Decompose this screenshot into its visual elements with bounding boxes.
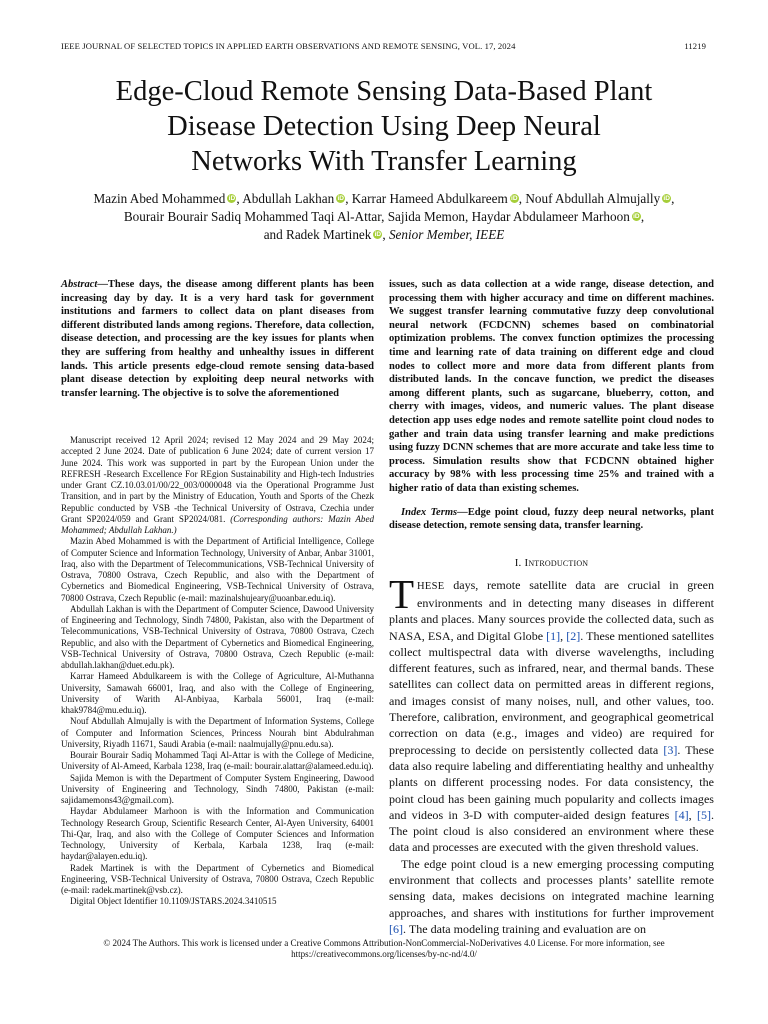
orcid-icon[interactable]: iD	[337, 195, 344, 202]
index-terms-text: Edge point cloud, fuzzy deep neural networks, plant disease detection, remote sensing data, transfer learning.	[389, 506, 715, 532]
right-column	[389, 278, 714, 937]
author-name: Sajida Memon	[387, 209, 466, 224]
abstract-text-left: These days, the disease among different plants has been increasing day by day. It is a very hard task for government institutions and farmers to collect data on plant diseases from different distributed lands among regions. Therefore, data collection, disease detection, and processing are the key issues for plants when they are suffering from healthy and unhealthy issues in different lands. This article presents edge-cloud remote sensing data-based plant disease detection by exploiting deep neural networks with transfer learning. The objective is to solve the aforementioned	[61, 279, 374, 399]
page-number: 11219	[684, 41, 706, 51]
license-notice	[40, 938, 728, 961]
author-separator: ,	[640, 209, 645, 224]
author-separator: ,	[236, 191, 243, 206]
author-separator: ,	[518, 191, 526, 206]
license-text: © 2024 The Authors. This work is licensed under a Creative Commons Attribution-NonCommercial-NoDerivatives 4.0 License. For more information, see	[103, 938, 665, 948]
section-number: I.	[514, 556, 525, 569]
intro-paragraph-2	[389, 856, 714, 937]
orcid-icon[interactable]: iD	[374, 231, 382, 238]
footnote-affiliation: Mazin Abed Mohammed is with the Department of Artificial Intelligence, College of Computer Science and Information Technology, University of Anbar, Anbar 31001, Iraq, also with the Department of Telecommunications, VSB-Technical University of Ostrava, 70800 Ostrava, Czech Republic, and also with the Department of Cybernetics and Biomedical Engineering, VSB-Technical University of Ostrava, 70800 Ostrava, Czech Republic (e-mail: mazinalshujeary@uoanbar.edu.iq).	[61, 536, 374, 603]
paragraph-text: . These data also require labeling and differentiating healthy and unhealthy plants on different processing nodes. For data consistency, the point cloud has been gaining much popularity and collects images and videos in 3-D with computer-aided design features	[389, 742, 715, 822]
orcid-icon[interactable]: iD	[511, 195, 518, 202]
footnote-corresponding: (Corresponding authors: Mazin Abed Mohammed; Abdullah Lakhan.)	[61, 513, 374, 535]
author-line-1	[60, 190, 708, 208]
author-separator: ,	[671, 191, 675, 206]
left-column	[61, 278, 374, 400]
lead-word: HESE	[417, 580, 445, 592]
intro-paragraph-1	[389, 570, 715, 856]
footnote-affiliation: Bourair Bourair Sadiq Mohammed Taqi Al-Attar is with the College of Medicine, University of Al-Ameed, Karbala 1238, Iraq (e-mail: bourair.alattar@alameed.edu.iq).	[61, 750, 374, 772]
author-separator: ,	[382, 227, 389, 242]
paragraph-text: ,	[688, 807, 697, 822]
orcid-icon[interactable]: iD	[228, 195, 236, 202]
footnote-affiliation: Abdullah Lakhan is with the Department of Computer Science, Dawood University of Engineering and Technology, Sindh 74800, Pakistan, also with the Department of Telecommunications, VSB-Technical University of Ostrava, 70800 Ostrava, Czech Republic, and also with the Department of Cybernetics and Biomedical Engineering, VSB-Technical University of Ostrava, 70800 Ostrava, Czech Republic (e-mail: abdullah.lakhan@duet.edu.pk).	[61, 603, 374, 670]
title-line-1: Edge-Cloud Remote Sensing Data-Based Plant	[115, 76, 653, 107]
running-head	[61, 41, 706, 53]
author-conjunction: and	[263, 227, 287, 242]
orcid-icon[interactable]: iD	[663, 195, 670, 202]
footnotes	[61, 435, 374, 908]
footnote-doi[interactable]: Digital Object Identifier 10.1109/JSTARS.2024.3410515	[70, 896, 277, 907]
title-line-2: Disease Detection Using Deep Neural	[167, 111, 601, 142]
author-name: Radek Martinek	[286, 227, 372, 242]
footnote-affiliation: Radek Martinek is with the Department of Cybernetics and Biomedical Engineering, VSB-Technical University of Ostrava, 70800 Ostrava, Czech Republic (e-mail: radek.martinek@vsb.cz).	[61, 862, 374, 895]
author-separator: ,	[381, 209, 388, 224]
paragraph-text: . These mentioned satellites collect multispectral data with diverse wavelengths, including different features, such as infrared, near, and thermal bands. These satellites can collect data on permitted areas in different regions, and images consist of many noises, null, and other values, too. Therefore, calibration, environment, and geographical geometrical correction on data (e.g., images and video) are required for preprocessing to decide on persistently collected data	[389, 628, 714, 757]
citation-link[interactable]: [6]	[389, 921, 404, 936]
footnote-affiliation: Karrar Hameed Abdulkareem is with the College of Agriculture, Al-Muthanna University, Samawah 66001, Iraq, and also with the College of Engineering, University of Warith Al-Anbiyaa, Karbala 56001, Iraq (e-mail: khak9784@mu.edu.iq).	[61, 671, 374, 715]
drop-cap: T	[389, 570, 415, 617]
citation-link[interactable]: [5]	[696, 807, 711, 822]
author-separator: ,	[345, 191, 352, 206]
footnote-affiliation: Haydar Abdulameer Marhoon is with the Information and Communication Technology Research Group, Scientific Research Center, Al-Ayen University, 64001 Thi-Qar, Iraq, and also with the College of Computer Sciences and Information Technology, University of Kerbala, Karbala 1238, Iraq (e-mail: haydar@alayen.edu.iq).	[61, 806, 374, 862]
footnote-manuscript-text: Manuscript received 12 April 2024; revised 12 May 2024 and 29 May 2024; accepted 2 June 2024. Date of publication 6 June 2024; date of current version 17 June 2024. This work was supported in part by the European Union under the REFRESH -Research Excellence For REgion Sustainability and High-tech Industries under Grant CZ.10.03.01/00/22_003/0000048 via the Operational Programme Just Transition, and in part by the Ministry of Education, Youth and Sports of the Chezk Republic conducted by VSB -the Technical University of Ostrava, Czechia under Grant SP2024/059 and Grant SP2024/081.	[61, 435, 374, 524]
citation-link[interactable]: [3]	[663, 742, 678, 757]
paragraph-text: ,	[560, 628, 567, 643]
abstract-right: issues, such as data collection at a wide range, disease detection, and processing them with higher accuracy and time on different machines. We suggest transfer learning commutative fuzzy deep convolutional neural network (FCDCNN) schemes based on combinatorial optimization problems. The convex function optimizes the processing time and learning rate of data training on different edge and cloud nodes to collect more and more data from different plants from distributed lands. In the concave function, we predict the diseases among different plants, such as sugarcane, blueberry, cotton, and cherry with images, videos, and numeric values. The plant disease detection app uses edge nodes and remote satellite point cloud nodes to gather and train data using transfer learning and make predictions using fuzzy DCNN schemes that are more accurate and take less time to process. Simulation results show that FCDCNN obtained higher accuracy by 98% with less processing time 25% and trained with a higher ratio of data than existing schemes.	[389, 279, 714, 494]
author-separator: ,	[465, 209, 472, 224]
index-terms	[389, 506, 714, 533]
section-heading-introduction	[389, 557, 714, 569]
author-name: Nouf Abdullah Almujally	[525, 191, 661, 206]
author-list	[60, 190, 708, 244]
paragraph-text: days, remote satellite data are crucial in green environments and in detecting many diseases in different plants and places. Many sources provide the collected data, such as NASA, ESA, and Digital Globe	[389, 577, 714, 643]
footnote-affiliation: Sajida Memon is with the Department of Computer System Engineering, Dawood University of Engineering and Technology, Sindh 74800, Pakistan (e-mail: sajidamemons43@gmail.com).	[61, 772, 374, 805]
author-name: Haydar Abdulameer Marhoon	[471, 209, 630, 224]
index-terms-dash: —	[457, 506, 468, 518]
author-name: Abdullah Lakhan	[242, 191, 335, 206]
citation-link[interactable]: [2]	[566, 628, 581, 643]
author-name: Mazin Abed Mohammed	[93, 191, 226, 206]
paragraph-text: . The point cloud is also considered an environment where these data and processes are executed with the given threshold values.	[389, 807, 715, 855]
author-line-3	[60, 226, 708, 244]
journal-name: IEEE JOURNAL OF SELECTED TOPICS IN APPLIED EARTH OBSERVATIONS AND REMOTE SENSING, VOL. 17, 2024	[61, 41, 516, 51]
abstract-label: Abstract	[61, 279, 98, 290]
author-name: Karrar Hameed Abdulkareem	[351, 191, 508, 206]
title-line-3: Networks With Transfer Learning	[191, 146, 577, 177]
abstract-dash: —	[97, 279, 108, 290]
author-name: Bourair Bourair Sadiq Mohammed Taqi Al-Attar	[123, 209, 382, 224]
author-membership: Senior Member, IEEE	[388, 227, 505, 242]
footnote-affiliation: Nouf Abdullah Almujally is with the Department of Information Systems, College of Computer and Information Sciences, Princess Nourah bint Abdulrahman University, Riyadh 11671, Saudi Arabia (e-mail: naalmujally@pnu.edu.sa).	[61, 716, 374, 749]
citation-link[interactable]: [1]	[546, 628, 561, 643]
abstract-left	[61, 278, 374, 400]
orcid-icon[interactable]: iD	[633, 213, 640, 220]
paragraph-text: The edge point cloud is a new emerging processing computing environment that collects and processes plants’ satellite remote sensing data, makes decisions on integrated machine learning approaches, and shares with institutions for further improvement	[389, 856, 714, 920]
citation-link[interactable]: [4]	[674, 807, 689, 822]
license-url[interactable]: https://creativecommons.org/licenses/by-nc-nd/4.0/	[291, 949, 477, 960]
paragraph-text: . The data modeling training and evaluation are on	[403, 921, 647, 936]
author-line-2	[60, 208, 708, 226]
index-terms-label: Index Terms	[401, 506, 458, 518]
footnote-manuscript	[61, 435, 374, 536]
paper-title	[60, 74, 708, 179]
section-title: Introduction	[524, 556, 589, 569]
